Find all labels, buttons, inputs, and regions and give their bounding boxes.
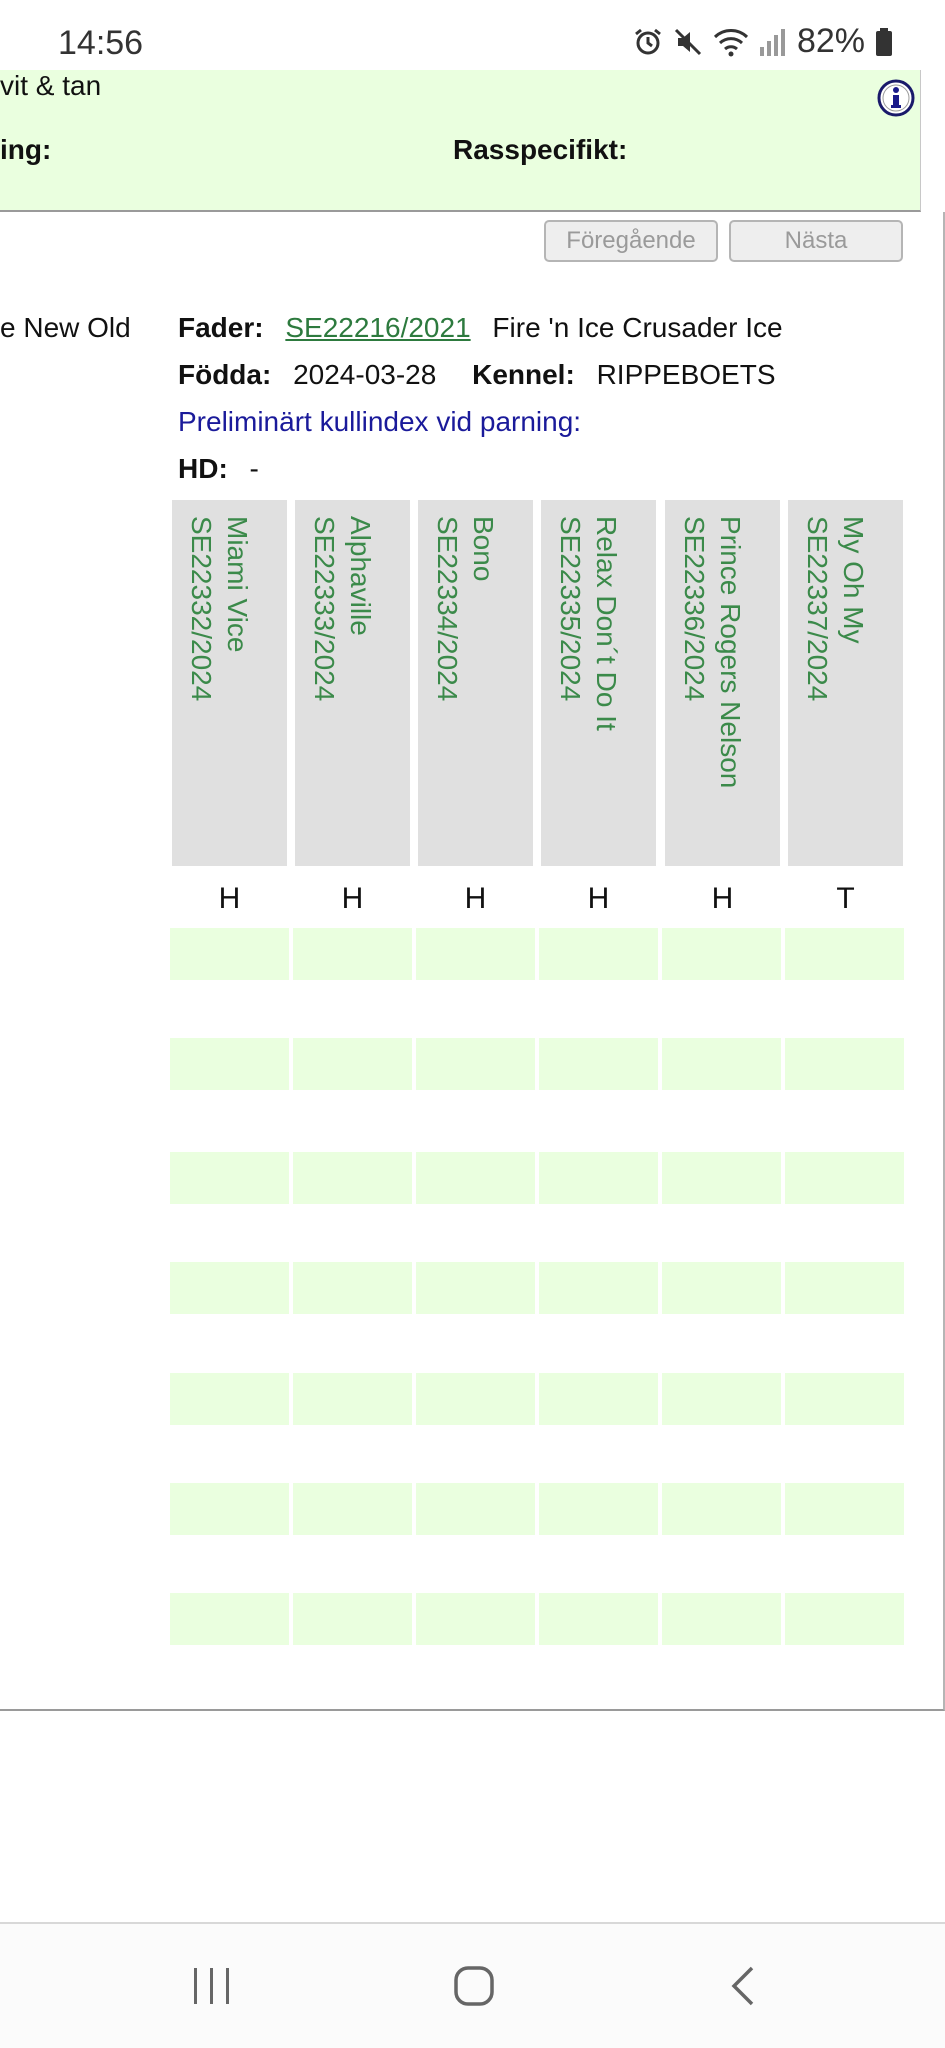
puppy-sex: H <box>341 882 364 915</box>
puppy-column-header[interactable] <box>788 500 903 866</box>
result-cell <box>416 1262 535 1314</box>
puppy-column-header[interactable] <box>418 500 533 866</box>
result-cell <box>293 1152 412 1204</box>
result-cell <box>785 1152 904 1204</box>
previous-button[interactable]: Föregående <box>544 220 718 262</box>
testing-label: ing: <box>0 134 52 165</box>
result-cell <box>785 1373 904 1425</box>
status-time: 14:56 <box>58 24 144 62</box>
result-cell <box>539 1593 658 1645</box>
puppy-column-header[interactable] <box>172 500 287 866</box>
result-cell <box>785 1593 904 1645</box>
result-cell <box>662 1373 781 1425</box>
battery-percent: 82% <box>796 22 865 60</box>
result-row <box>170 928 904 980</box>
puppy-sex: T <box>836 882 855 915</box>
result-cell <box>293 1593 412 1645</box>
result-cell <box>293 1483 412 1535</box>
breed-specific-label: Rasspecifikt: <box>453 134 628 165</box>
result-cell <box>539 1373 658 1425</box>
result-cell <box>662 1038 781 1090</box>
result-row <box>170 1593 904 1645</box>
result-cell <box>293 1373 412 1425</box>
result-row <box>170 1483 904 1535</box>
result-row <box>170 1262 904 1314</box>
result-cell <box>662 1593 781 1645</box>
result-cell <box>416 1152 535 1204</box>
next-button[interactable]: Nästa <box>729 220 903 262</box>
result-cell <box>170 1593 289 1645</box>
puppy-name: Miami Vice <box>222 516 253 653</box>
status-bar <box>0 0 945 70</box>
hd-line <box>178 453 259 485</box>
mute-icon <box>673 27 703 57</box>
puppy-reg: SE22335/2024 <box>555 516 586 702</box>
result-cell <box>785 1038 904 1090</box>
puppy-name: My Oh My <box>838 516 869 644</box>
born-date: 2024-03-28 <box>293 359 437 390</box>
result-cell <box>785 1483 904 1535</box>
hd-value: - <box>249 453 259 484</box>
litter-content <box>0 212 945 1711</box>
result-cell <box>293 1262 412 1314</box>
result-cell <box>170 1373 289 1425</box>
result-cell <box>170 1038 289 1090</box>
hd-label: HD: <box>178 453 228 484</box>
signal-icon <box>759 27 787 57</box>
alarm-icon <box>633 27 663 57</box>
back-icon[interactable] <box>722 1964 766 2008</box>
puppy-column-header[interactable] <box>665 500 780 866</box>
puppy-name: Prince Rogers Nelson <box>715 516 746 789</box>
result-cell <box>539 1038 658 1090</box>
result-cell <box>170 1152 289 1204</box>
result-cell <box>416 1593 535 1645</box>
result-cell <box>293 1038 412 1090</box>
father-label: Fader: <box>178 312 264 343</box>
puppy-name: Relax Don´t Do It <box>591 516 622 731</box>
puppy-sex: H <box>711 882 734 915</box>
puppy-name: Alphaville <box>345 516 376 636</box>
litter-index-text: Preliminärt kullindex vid parning: <box>178 406 582 437</box>
result-cell <box>416 1373 535 1425</box>
mother-name: e New Old <box>0 312 131 343</box>
born-label: Födda: <box>178 359 272 390</box>
result-cell <box>416 1038 535 1090</box>
recent-apps-icon[interactable] <box>190 1964 234 2008</box>
result-cell <box>416 928 535 980</box>
result-cell <box>293 928 412 980</box>
puppy-sex: H <box>218 882 241 915</box>
color-text: vit & tan <box>0 70 102 101</box>
puppy-reg: SE22333/2024 <box>309 516 340 702</box>
result-row <box>170 1152 904 1204</box>
puppy-sex: H <box>464 882 487 915</box>
result-row <box>170 1038 904 1090</box>
result-cell <box>662 1483 781 1535</box>
father-reg-link[interactable]: SE22216/2021 <box>285 312 471 343</box>
result-cell <box>662 1152 781 1204</box>
father-name: Fire 'n Ice Crusader Ice <box>492 312 783 343</box>
result-cell <box>539 1152 658 1204</box>
result-cell <box>785 1262 904 1314</box>
puppy-reg: SE22336/2024 <box>679 516 710 702</box>
born-line <box>178 359 776 391</box>
home-icon[interactable] <box>452 1964 496 2008</box>
result-cell <box>539 1262 658 1314</box>
battery-icon <box>875 27 893 57</box>
puppy-sex: H <box>587 882 610 915</box>
result-cell <box>662 1262 781 1314</box>
result-cell <box>785 928 904 980</box>
puppy-column-header[interactable] <box>295 500 410 866</box>
status-icons <box>633 22 893 61</box>
father-line <box>178 312 783 344</box>
result-cell <box>170 1483 289 1535</box>
kennel-label: Kennel: <box>472 359 575 390</box>
puppy-name: Bono <box>468 516 499 582</box>
result-cell <box>539 1483 658 1535</box>
result-cell <box>662 928 781 980</box>
info-icon[interactable] <box>876 78 916 118</box>
result-row <box>170 1373 904 1425</box>
wifi-icon <box>713 27 749 57</box>
dog-info-panel <box>0 70 921 212</box>
puppy-reg: SE22332/2024 <box>186 516 217 702</box>
result-cell <box>539 928 658 980</box>
result-cell <box>170 1262 289 1314</box>
result-cell <box>416 1483 535 1535</box>
kennel-name: RIPPEBOETS <box>596 359 776 390</box>
result-cell <box>170 928 289 980</box>
puppy-reg: SE22334/2024 <box>432 516 463 702</box>
puppy-column-header[interactable] <box>541 500 656 866</box>
puppy-reg: SE22337/2024 <box>802 516 833 702</box>
system-nav-bar <box>0 1924 945 2048</box>
